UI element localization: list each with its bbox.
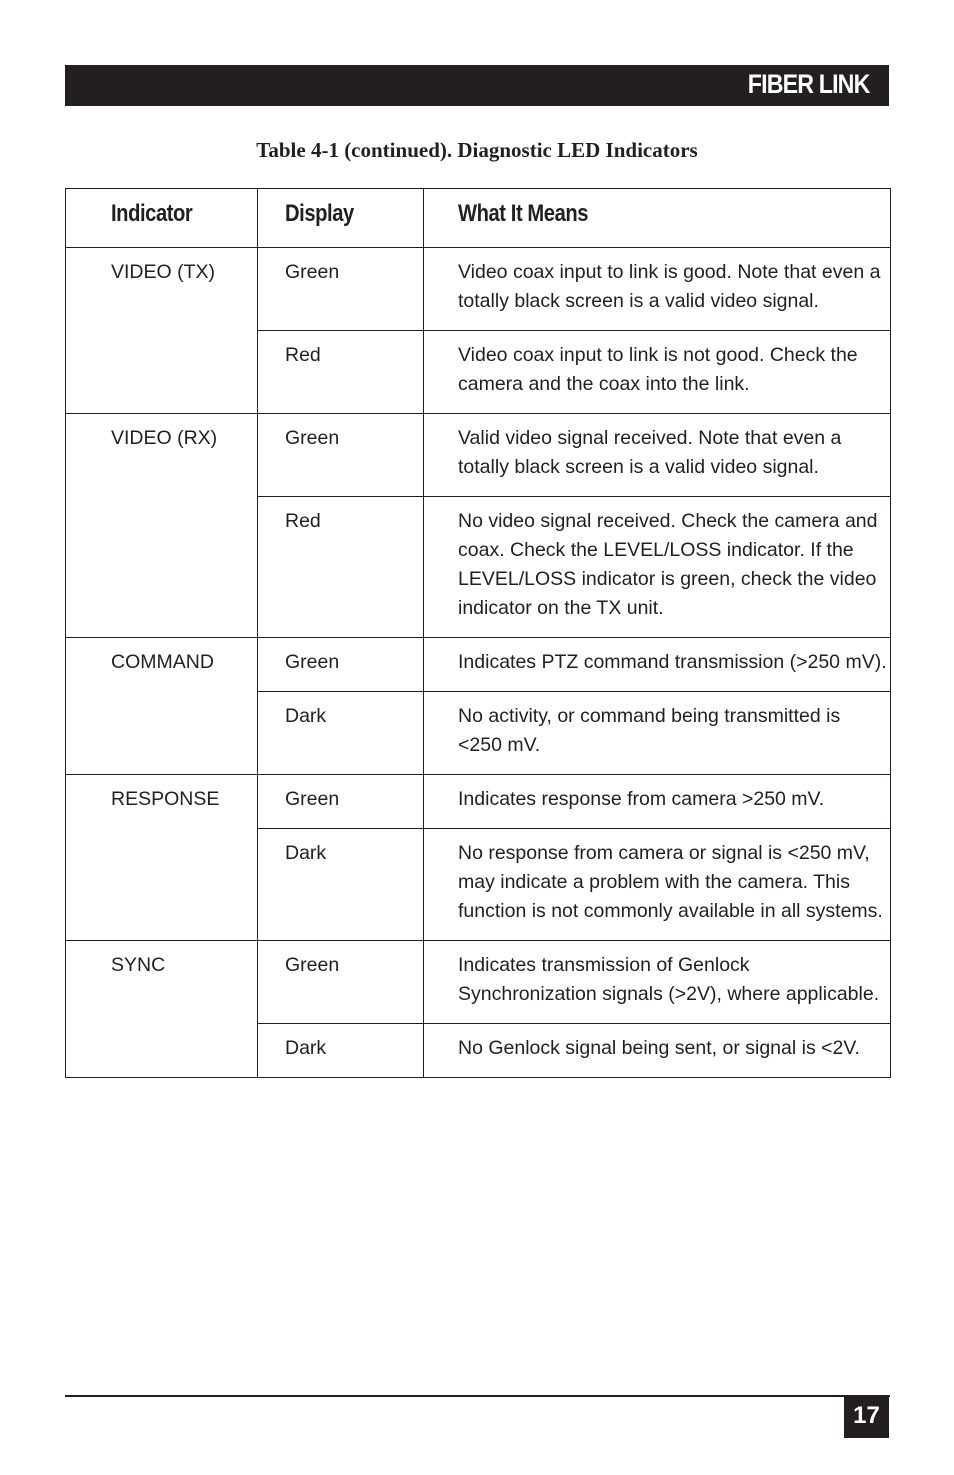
- meaning-cell: Indicates transmission of Genlock Synchronization signals (>2V), where applicable.: [424, 941, 891, 1024]
- table-row: [66, 414, 891, 497]
- page-number-box: [844, 1397, 889, 1438]
- diagnostic-led-table: [65, 188, 891, 1078]
- display-cell: Red: [258, 497, 424, 638]
- meaning-cell: Indicates PTZ command transmission (>250 mV).: [424, 638, 891, 692]
- indicator-cell: SYNC: [66, 941, 258, 1078]
- table-row: [66, 941, 891, 1024]
- indicator-cell: VIDEO (RX): [66, 414, 258, 638]
- meaning-cell: Video coax input to link is not good. Check the camera and the coax into the link.: [424, 331, 891, 414]
- meaning-cell: Indicates response from camera >250 mV.: [424, 775, 891, 829]
- display-cell: Green: [258, 248, 424, 331]
- header-title: FIBER LINK: [747, 69, 869, 99]
- column-header-meaning: What It Means: [424, 189, 891, 248]
- column-header-display: Display: [258, 189, 424, 248]
- meaning-cell: Video coax input to link is good. Note that even a totally black screen is a valid video signal.: [424, 248, 891, 331]
- footer-rule: [65, 1395, 890, 1397]
- display-cell: Dark: [258, 1024, 424, 1078]
- display-cell: Green: [258, 941, 424, 1024]
- display-cell: Dark: [258, 829, 424, 941]
- table-row: [66, 638, 891, 692]
- meaning-cell: Valid video signal received. Note that even a totally black screen is a valid video signal.: [424, 414, 891, 497]
- header-bar: [65, 65, 889, 106]
- display-cell: Green: [258, 638, 424, 692]
- display-cell: Dark: [258, 692, 424, 775]
- display-cell: Red: [258, 331, 424, 414]
- indicator-cell: COMMAND: [66, 638, 258, 775]
- indicator-cell: RESPONSE: [66, 775, 258, 941]
- indicator-cell: VIDEO (TX): [66, 248, 258, 414]
- meaning-cell: No response from camera or signal is <250 mV, may indicate a problem with the camera. This function is not commonly available in all systems.: [424, 829, 891, 941]
- display-cell: Green: [258, 414, 424, 497]
- table-row: [66, 248, 891, 331]
- meaning-cell: No video signal received. Check the camera and coax. Check the LEVEL/LOSS indicator. If the LEVEL/LOSS indicator is green, check the video indicator on the TX unit.: [424, 497, 891, 638]
- page-number: 17: [853, 1402, 880, 1429]
- display-cell: Green: [258, 775, 424, 829]
- meaning-cell: No Genlock signal being sent, or signal is <2V.: [424, 1024, 891, 1078]
- table-row: [66, 775, 891, 829]
- table-caption: Table 4-1 (continued). Diagnostic LED Indicators: [256, 138, 698, 162]
- table-header-row: [66, 189, 891, 248]
- column-header-indicator: Indicator: [66, 189, 258, 248]
- meaning-cell: No activity, or command being transmitted is <250 mV.: [424, 692, 891, 775]
